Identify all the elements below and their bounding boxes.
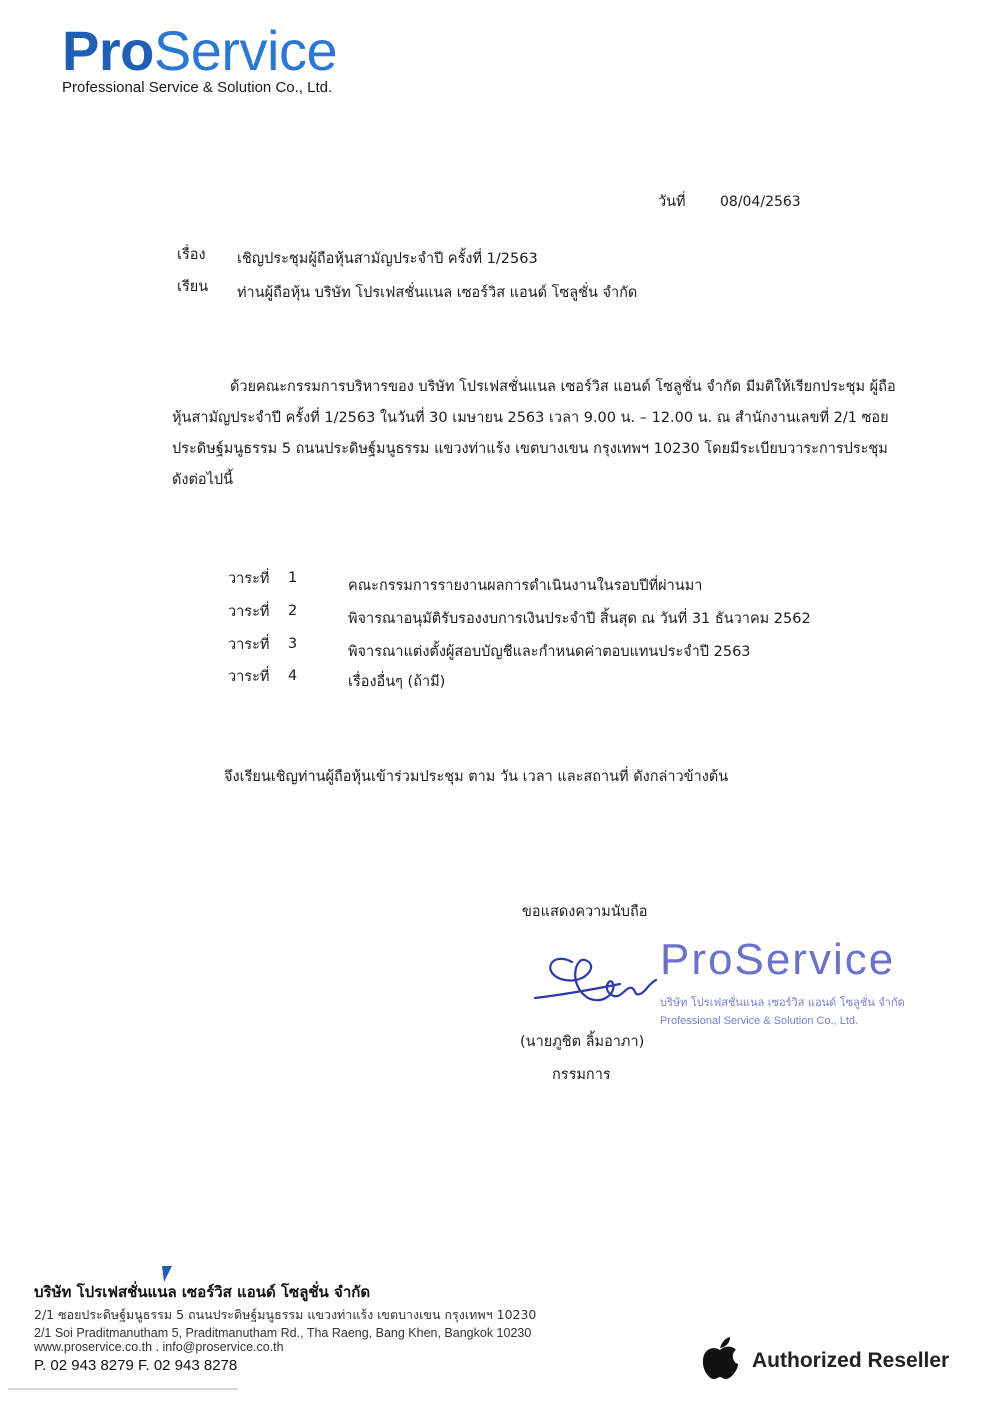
logo-pro-text: Pro [62,19,154,82]
signer-title: กรรมการ [552,1067,611,1083]
to-value: ท่านผู้ถือหุ้น บริษัท โปรเฟสชั่นแนล เซอร์วิส แอนด์ โซลูชั่น จำกัด [237,285,638,301]
subject-label: เรื่อง [177,247,206,263]
body-paragraph: ด้วยคณะกรรมการบริหารของ บริษัท โปรเฟสชั่นแนล เซอร์วิส แอนด์ โซลูชั่น จำกัด มีมติให้เรียกประชุม ผู้ถือหุ้นสามัญประจำปี ครั้งที่ 1/2563 ในวันที่ 30 เมษายน 2563 เวลา 9.00 น. – 12.00 น. ณ สำนักงานเลขที่ 2/1 ซอยประดิษฐ์มนูธรรม 5 ถนนประดิษฐ์มนูธรรม แขวงท่าแร้ง เขตบางเขน กรุงเทพฯ 10230 โดยมีระเบียบวาระการประชุม ดังต่อไปนี้ [172,379,896,488]
agenda-text: คณะกรรมการรายงานผลการดำเนินงานในรอบปีที่ผ่านมา [348,578,703,594]
apple-logo-icon [700,1336,740,1380]
stamp-line-en: Professional Service & Solution Co., Ltd. [660,1015,859,1027]
authorized-reseller-text: Authorized Reseller [752,1349,950,1372]
company-logo [62,18,337,83]
closing-invite: จึงเรียนเชิญท่านผู้ถือหุ้นเข้าร่วมประชุม ตาม วัน เวลา และสถานที่ ดังกล่าวข้างต้น [224,769,729,785]
date-value: 08/04/2563 [720,194,801,210]
footer-address-th: 2/1 ซอยประดิษฐ์มนูธรรม 5 ถนนประดิษฐ์มนูธรรม แขวงท่าแร้ง เขตบางเขน กรุงเทพฯ 10230 [34,1307,537,1322]
agenda-label: วาระที่ [228,604,270,620]
date-label: วันที่ [658,194,686,210]
agenda-number: 3 [288,636,298,652]
logo-service-text: Service [153,19,338,82]
to-label: เรียน [177,279,209,295]
logo-subtitle: Professional Service & Solution Co., Ltd. [62,79,333,96]
agenda-text: เรื่องอื่นๆ (ถ้ามี) [348,674,446,690]
subject-value: เชิญประชุมผู้ถือหุ้นสามัญประจำปี ครั้งที่ 1/2563 [237,251,538,267]
bottom-divider [8,1388,238,1390]
stamp-title: ProService [660,935,896,984]
agenda-text: พิจารณาอนุมัติรับรองงบการเงินประจำปี สิ้นสุด ณ วันที่ 31 ธันวาคม 2562 [348,611,811,627]
agenda-label: วาระที่ [228,571,270,587]
agenda-text: พิจารณาแต่งตั้งผู้สอบบัญชีและกำหนดค่าตอบแทนประจำปี 2563 [348,644,751,660]
agenda-number: 2 [288,603,298,619]
agenda-number: 1 [288,570,298,586]
agenda-label: วาระที่ [228,669,270,685]
footer-address-en: 2/1 Soi Praditmanutham 5, Praditmanutham Rd., Tha Raeng, Bang Khen, Bangkok 10230 [34,1326,532,1340]
footer-web-email: www.proservice.co.th . info@proservice.co.th [34,1340,284,1354]
regards-text: ขอแสดงความนับถือ [522,904,648,920]
stamp-line-th: บริษัท โปรเฟสชั่นแนล เซอร์วิส แอนด์ โซลูชั่น จำกัด [660,996,905,1009]
agenda-label: วาระที่ [228,637,270,653]
signer-name: (นายภูชิต ลิ้มอาภา) [520,1034,645,1050]
footer-phone: P. 02 943 8279 F. 02 943 8278 [34,1357,238,1374]
signature-image [530,940,670,1010]
agenda-number: 4 [288,668,298,684]
footer-company-name: บริษัท โปรเฟสชั่นแนล เซอร์วิส แอนด์ โซลูชั่น จำกัด [34,1283,371,1301]
